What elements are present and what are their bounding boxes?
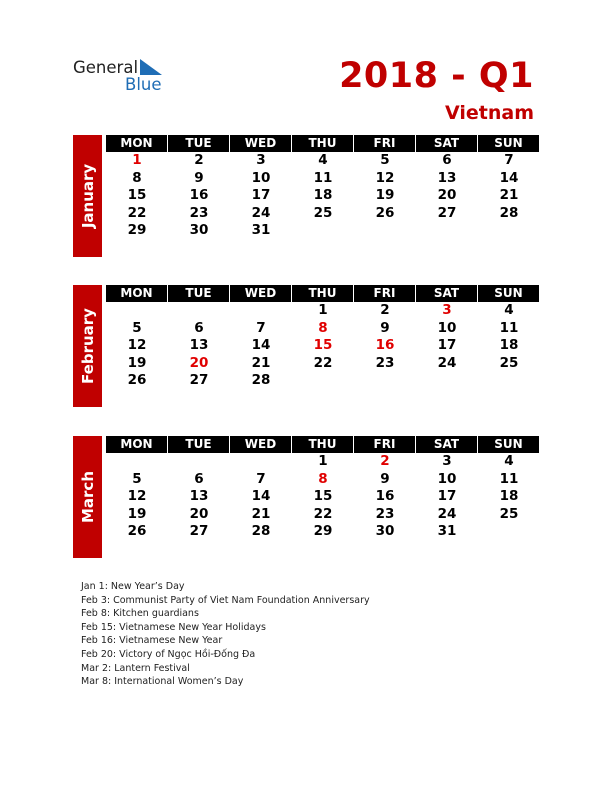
- empty-day-cell: [416, 222, 478, 240]
- day-cell: 9: [380, 470, 390, 487]
- empty-day-cell: [416, 372, 478, 390]
- day-cell: 13: [189, 337, 209, 354]
- day-cell: 20: [437, 187, 457, 204]
- month-name: January: [78, 163, 97, 229]
- week-row: [106, 337, 540, 355]
- holiday-note: Mar 2: Lantern Festival: [81, 662, 190, 674]
- day-cell: 30: [375, 523, 395, 540]
- empty-day-cell: [106, 453, 168, 471]
- day-cell: 14: [251, 488, 271, 505]
- weekday-label: THU: [292, 285, 353, 302]
- month-label: [73, 135, 102, 257]
- month-block-january: [73, 135, 540, 257]
- weekday-label: THU: [292, 436, 353, 453]
- week-row: [106, 506, 540, 524]
- week-row: [106, 170, 540, 188]
- weekday-header: [106, 436, 540, 453]
- weekday-label: TUE: [168, 135, 229, 152]
- day-cell: 26: [127, 372, 147, 389]
- day-cell: 16: [375, 488, 395, 505]
- day-cell: 14: [251, 337, 271, 354]
- day-cell: 4: [318, 152, 328, 168]
- day-cell: 6: [442, 152, 452, 168]
- day-cell: 2: [380, 453, 390, 469]
- day-cell: 10: [437, 470, 457, 487]
- weekday-label: SAT: [416, 285, 477, 302]
- day-cell: 26: [375, 204, 395, 221]
- holiday-note: Mar 8: International Women’s Day: [81, 676, 244, 688]
- weekday-label: WED: [230, 135, 291, 152]
- logo-text-general: General: [73, 58, 139, 77]
- page-title: 2018 - Q1: [339, 56, 534, 96]
- day-cell: 3: [442, 453, 452, 469]
- month-block-february: [73, 285, 540, 407]
- weekday-label: SAT: [416, 436, 477, 453]
- empty-day-cell: [478, 523, 540, 541]
- empty-day-cell: [478, 222, 540, 240]
- weekday-label: SAT: [416, 135, 477, 152]
- week-row: [106, 320, 540, 338]
- day-cell: 31: [437, 523, 457, 540]
- empty-day-cell: [168, 453, 230, 471]
- empty-day-cell: [354, 372, 416, 390]
- week-row: [106, 471, 540, 489]
- day-cell: 15: [313, 337, 333, 354]
- day-cell: 14: [499, 169, 519, 186]
- day-cell: 10: [251, 169, 271, 186]
- day-cell: 23: [375, 354, 395, 371]
- day-cell: 27: [437, 204, 457, 221]
- weekday-label: MON: [106, 436, 167, 453]
- weekday-label: WED: [230, 285, 291, 302]
- day-cell: 13: [189, 488, 209, 505]
- weekday-header: [106, 135, 540, 152]
- weekday-label: THU: [292, 135, 353, 152]
- day-cell: 3: [256, 152, 266, 168]
- month-grid: [106, 436, 540, 541]
- empty-day-cell: [168, 302, 230, 320]
- weekday-label: FRI: [354, 285, 415, 302]
- day-cell: 25: [499, 505, 519, 522]
- day-cell: 9: [194, 169, 204, 186]
- week-row: [106, 355, 540, 373]
- weekday-label: TUE: [168, 285, 229, 302]
- day-cell: 13: [437, 169, 457, 186]
- day-cell: 5: [380, 152, 390, 168]
- day-cell: 1: [318, 302, 328, 318]
- weekday-label: FRI: [354, 135, 415, 152]
- day-cell: 15: [313, 488, 333, 505]
- day-cell: 17: [437, 488, 457, 505]
- empty-day-cell: [292, 372, 354, 390]
- day-cell: 11: [499, 470, 519, 487]
- week-row: [106, 488, 540, 506]
- day-cell: 17: [437, 337, 457, 354]
- holiday-note: Feb 16: Vietnamese New Year: [81, 635, 223, 647]
- week-row: [106, 523, 540, 541]
- month-label: [73, 436, 102, 558]
- weekday-label: MON: [106, 135, 167, 152]
- day-cell: 29: [313, 523, 333, 540]
- day-cell: 11: [499, 319, 519, 336]
- day-cell: 28: [251, 372, 271, 389]
- weekday-label: TUE: [168, 436, 229, 453]
- month-block-march: [73, 436, 540, 558]
- day-cell: 10: [437, 319, 457, 336]
- month-grid: [106, 135, 540, 240]
- day-cell: 22: [313, 354, 333, 371]
- day-cell: 22: [127, 204, 147, 221]
- day-cell: 8: [318, 470, 328, 487]
- week-row: [106, 222, 540, 240]
- day-cell: 19: [375, 187, 395, 204]
- day-cell: 8: [132, 169, 142, 186]
- day-cell: 9: [380, 319, 390, 336]
- day-cell: 4: [504, 302, 514, 318]
- day-cell: 28: [499, 204, 519, 221]
- day-cell: 16: [189, 187, 209, 204]
- week-row: [106, 302, 540, 320]
- day-cell: 21: [499, 187, 519, 204]
- week-row: [106, 205, 540, 223]
- day-cell: 25: [499, 354, 519, 371]
- day-cell: 12: [127, 337, 147, 354]
- month-grid: [106, 285, 540, 390]
- holiday-note: Feb 20: Victory of Ngọc Hồi-Đống Đa: [81, 648, 256, 660]
- day-cell: 3: [442, 302, 452, 318]
- empty-day-cell: [230, 302, 292, 320]
- empty-day-cell: [292, 222, 354, 240]
- day-cell: 29: [127, 222, 147, 239]
- empty-day-cell: [106, 302, 168, 320]
- day-cell: 5: [132, 319, 142, 336]
- day-cell: 1: [318, 453, 328, 469]
- holiday-notes: [81, 580, 370, 689]
- day-cell: 6: [194, 470, 204, 487]
- day-cell: 7: [256, 470, 266, 487]
- day-cell: 21: [251, 505, 271, 522]
- holiday-note: Feb 8: Kitchen guardians: [81, 608, 199, 620]
- day-cell: 2: [194, 152, 204, 168]
- day-cell: 7: [504, 152, 514, 168]
- day-cell: 24: [251, 204, 271, 221]
- day-cell: 27: [189, 523, 209, 540]
- day-cell: 4: [504, 453, 514, 469]
- day-cell: 24: [437, 505, 457, 522]
- country-name: Vietnam: [445, 102, 534, 124]
- holiday-note: Feb 15: Vietnamese New Year Holidays: [81, 621, 266, 633]
- empty-day-cell: [354, 222, 416, 240]
- week-row: [106, 453, 540, 471]
- day-cell: 22: [313, 505, 333, 522]
- day-cell: 26: [127, 523, 147, 540]
- day-cell: 12: [127, 488, 147, 505]
- day-cell: 18: [499, 337, 519, 354]
- logo-text-blue: Blue: [125, 75, 162, 94]
- month-name: March: [78, 470, 97, 524]
- day-cell: 20: [189, 354, 209, 371]
- day-cell: 31: [251, 222, 271, 239]
- logo-triangle-icon: [140, 59, 162, 75]
- weekday-label: FRI: [354, 436, 415, 453]
- day-cell: 27: [189, 372, 209, 389]
- day-cell: 1: [132, 152, 142, 168]
- day-cell: 11: [313, 169, 333, 186]
- empty-day-cell: [478, 372, 540, 390]
- week-row: [106, 372, 540, 390]
- day-cell: 19: [127, 354, 147, 371]
- weekday-label: MON: [106, 285, 167, 302]
- month-label: [73, 285, 102, 407]
- day-cell: 6: [194, 319, 204, 336]
- week-row: [106, 187, 540, 205]
- day-cell: 21: [251, 354, 271, 371]
- holiday-note: Jan 1: New Year’s Day: [81, 581, 185, 592]
- day-cell: 20: [189, 505, 209, 522]
- day-cell: 12: [375, 169, 395, 186]
- day-cell: 2: [380, 302, 390, 318]
- empty-day-cell: [230, 453, 292, 471]
- week-row: [106, 152, 540, 170]
- day-cell: 18: [313, 187, 333, 204]
- day-cell: 24: [437, 354, 457, 371]
- day-cell: 8: [318, 319, 328, 336]
- day-cell: 16: [375, 337, 395, 354]
- day-cell: 23: [375, 505, 395, 522]
- day-cell: 18: [499, 488, 519, 505]
- weekday-label: SUN: [478, 436, 539, 453]
- day-cell: 23: [189, 204, 209, 221]
- day-cell: 25: [313, 204, 333, 221]
- day-cell: 30: [189, 222, 209, 239]
- day-cell: 17: [251, 187, 271, 204]
- day-cell: 28: [251, 523, 271, 540]
- month-name: February: [78, 308, 97, 384]
- weekday-label: SUN: [478, 285, 539, 302]
- holiday-note: Feb 3: Communist Party of Viet Nam Foundation Anniversary: [81, 594, 370, 606]
- weekday-label: SUN: [478, 135, 539, 152]
- day-cell: 15: [127, 187, 147, 204]
- day-cell: 19: [127, 505, 147, 522]
- weekday-label: WED: [230, 436, 291, 453]
- day-cell: 7: [256, 319, 266, 336]
- day-cell: 5: [132, 470, 142, 487]
- weekday-header: [106, 285, 540, 302]
